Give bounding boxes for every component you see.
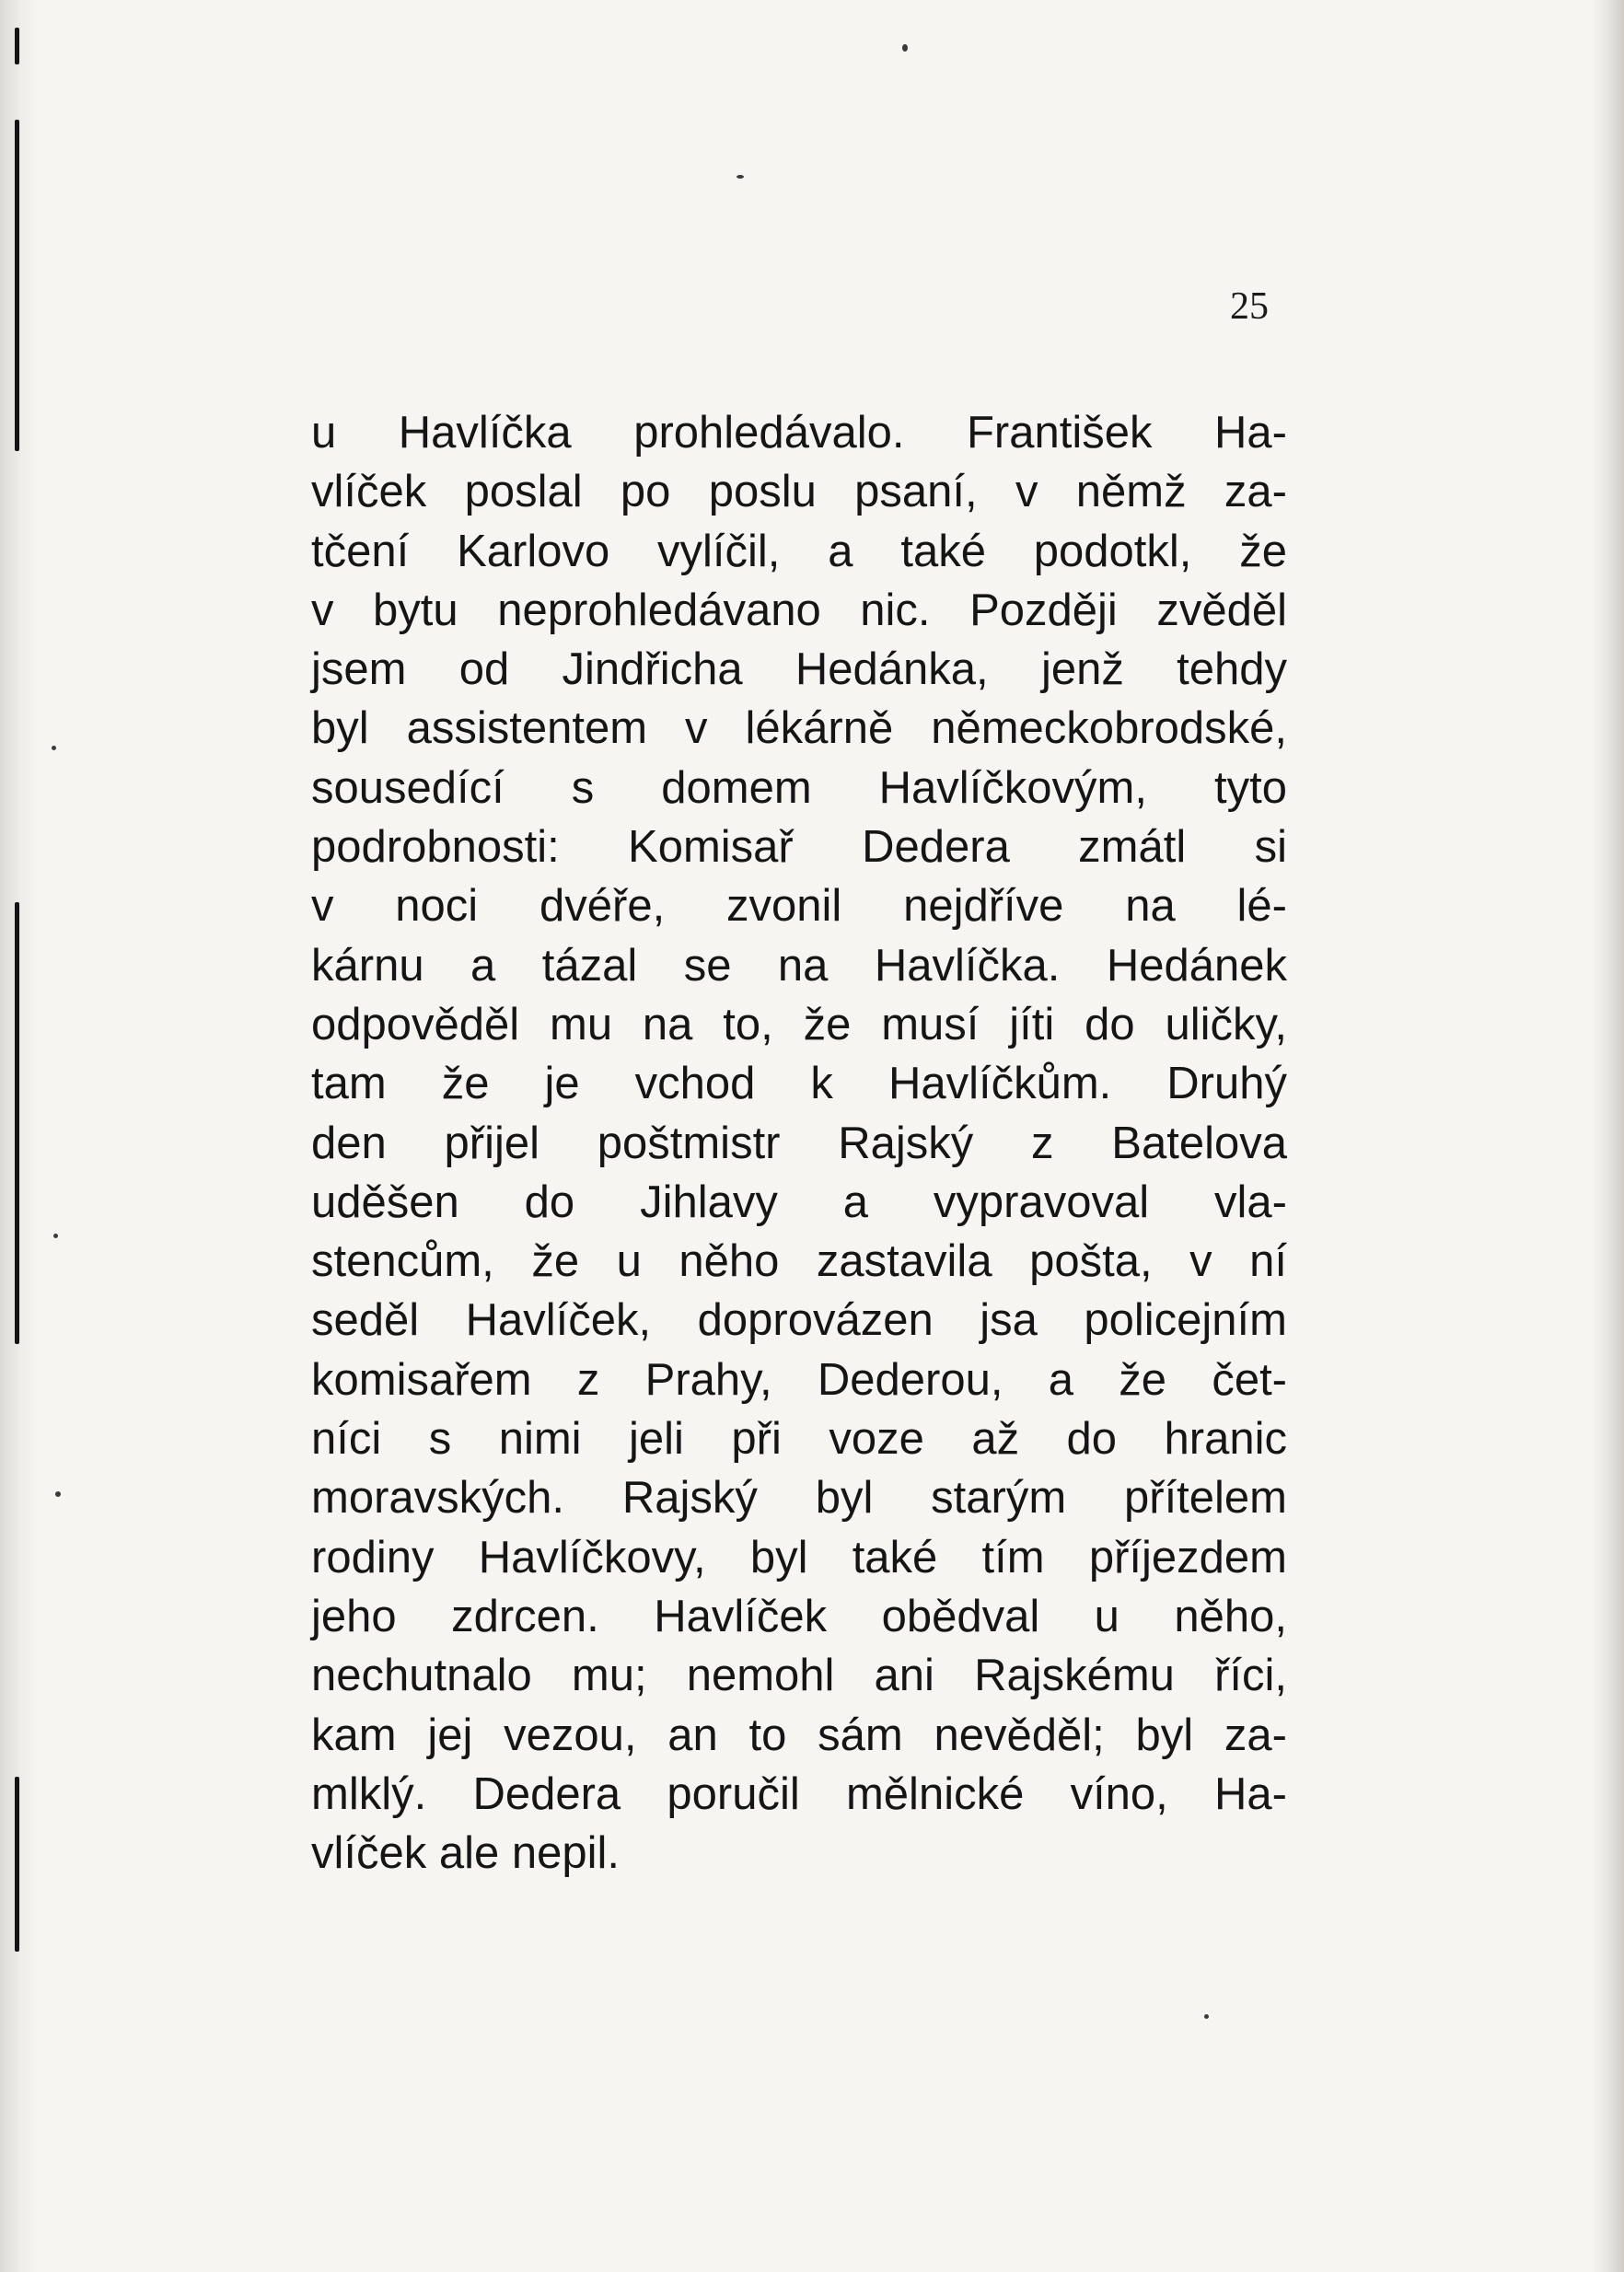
print-speck [55,1491,61,1497]
text-line: tam že je vchod k Havlíčkům. Druhý [311,1059,1287,1109]
text-line: kam jej vezou, an to sám nevěděl; byl za- [311,1710,1287,1760]
binding-mark [15,902,19,1344]
binding-mark [15,120,19,451]
text-line: vlíček poslal po poslu psaní, v němž za- [311,467,1287,517]
binding-mark [15,1777,19,1952]
print-speck [53,1234,58,1238]
text-line: jeho zdrcen. Havlíček obědval u něho, [311,1591,1287,1641]
text-line: byl assistentem v lékárně německobrodské, [311,703,1287,754]
text-line: mlklý. Dedera poručil mělnické víno, Ha- [311,1768,1287,1819]
text-line: nechutnalo mu; nemohl ani Rajskému říci, [311,1651,1287,1701]
text-line: u Havlíčka prohledávalo. František Ha- [311,408,1287,458]
text-line: níci s nimi jeli při voze až do hranic [311,1414,1287,1465]
text-line: den přijel poštmistr Rajský z Batelova [311,1118,1287,1168]
print-speck [737,175,744,179]
text-line: jsem od Jindřicha Hedánka, jenž tehdy [311,644,1287,695]
text-line: sousedící s domem Havlíčkovým, tyto [311,762,1287,813]
body-text [311,403,1287,1883]
print-speck [52,746,56,750]
text-line: v bytu neprohledávano nic. Později zvěděl [311,585,1287,635]
text-line: stencům, že u něho zastavila pošta, v ní [311,1236,1287,1287]
text-line: rodiny Havlíčkovy, byl také tím příjezdem [311,1532,1287,1582]
text-line: v noci dvéře, zvonil nejdříve na lé- [311,881,1287,932]
text-line: podrobnosti: Komisař Dedera zmátl si [311,822,1287,873]
print-speck [1204,2014,1209,2019]
text-line: komisařem z Prahy, Dederou, a že čet- [311,1354,1287,1405]
page-binding-edge [0,0,37,2272]
page-right-edge [1591,0,1624,2272]
print-speck [902,44,908,52]
text-line: tčení Karlovo vylíčil, a také podotkl, že [311,526,1287,576]
text-line: vlíček ale nepil. [311,1828,621,1879]
page-number: 25 [1230,285,1269,328]
text-line: uděšen do Jihlavy a vypravoval vla- [311,1177,1287,1227]
text-line: moravských. Rajský byl starým přítelem [311,1473,1287,1524]
binding-mark [15,28,19,64]
text-line: kárnu a tázal se na Havlíčka. Hedánek [311,940,1287,991]
text-line: seděl Havlíček, doprovázen jsa policejním [311,1295,1287,1346]
text-line: odpověděl mu na to, že musí jíti do uličky, [311,999,1287,1049]
